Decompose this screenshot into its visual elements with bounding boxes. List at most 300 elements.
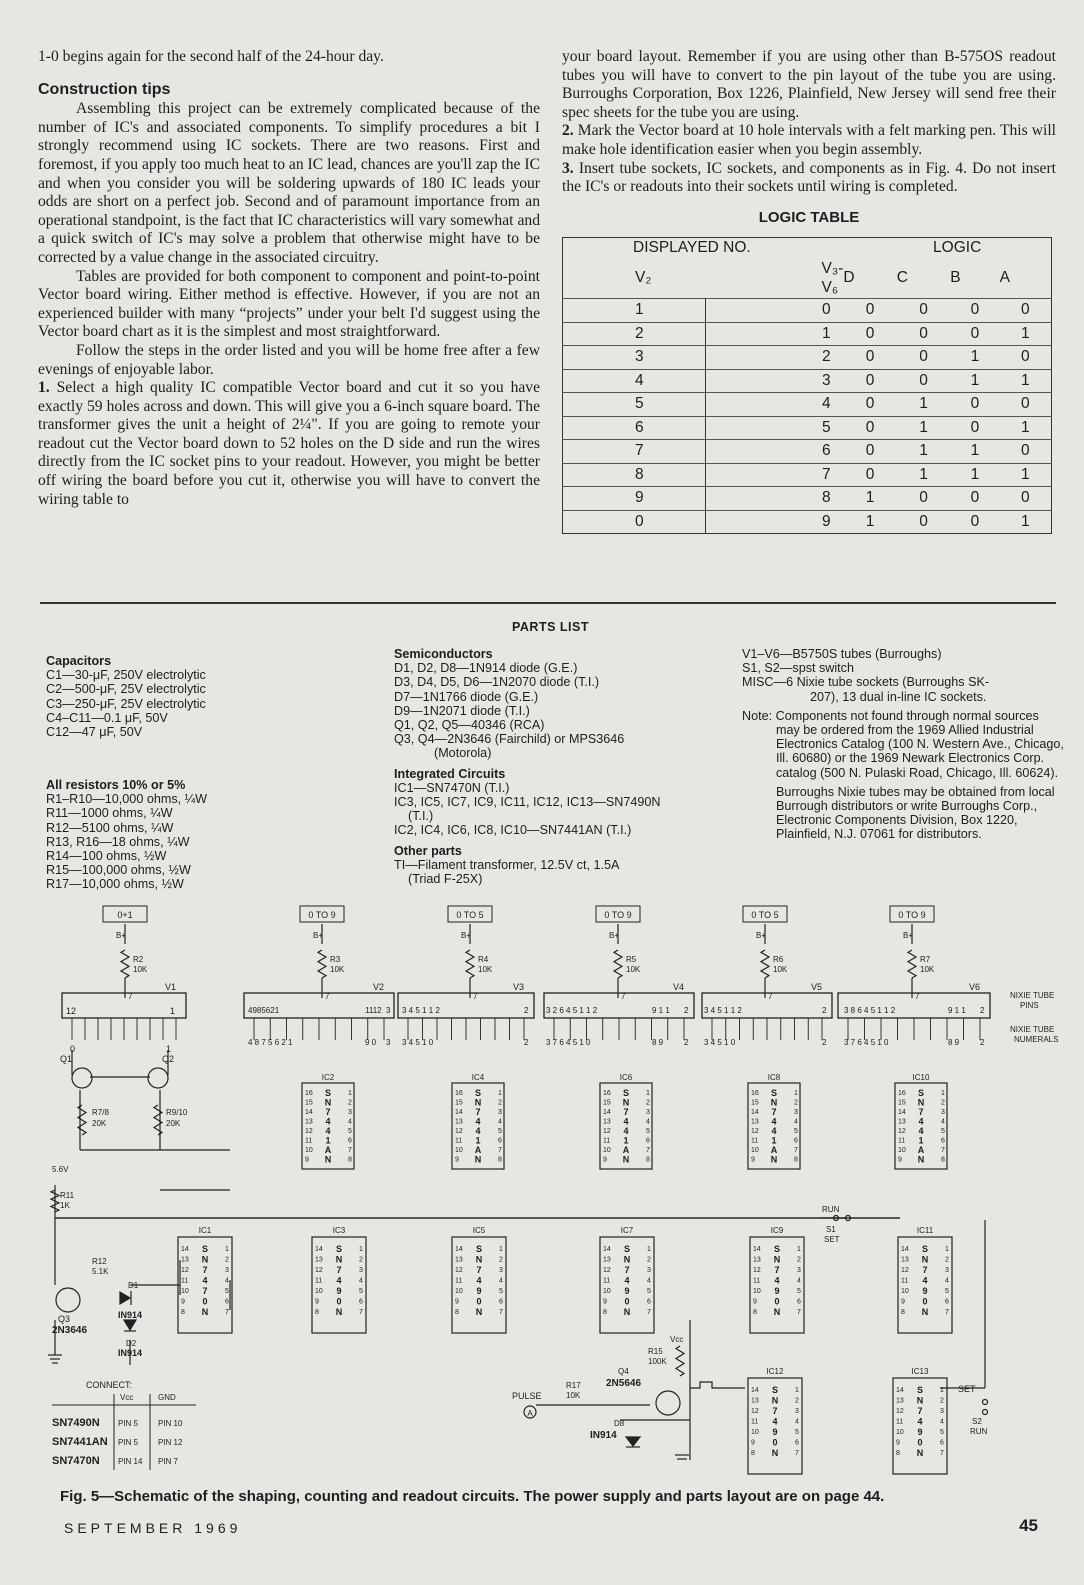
diode-label: D2 — [126, 1339, 137, 1348]
parts-item: Q1, Q2, Q5—40346 (RCA) — [394, 718, 545, 733]
ic-part-number: 0 — [922, 1296, 928, 1307]
ic-pin: 8 — [901, 1309, 905, 1316]
pin-label: 7 — [473, 992, 478, 1001]
ic-pin: 9 — [753, 1298, 757, 1306]
ic-pin: 9 — [455, 1298, 459, 1306]
ic-part-number: S — [770, 1088, 778, 1098]
ic-pin: 14 — [751, 1387, 759, 1394]
ic-part-number: 0 — [202, 1296, 208, 1307]
ic-pin: 14 — [315, 1246, 323, 1253]
parts-item: 207), 13 dual in-line IC sockets. — [810, 689, 987, 704]
resistor-symbol — [614, 950, 622, 978]
ic-pin: 12 — [603, 1267, 611, 1274]
parts-item: (Triad F-25X) — [408, 872, 483, 887]
connect-chip: SN7470N — [52, 1455, 100, 1467]
resistor-label: R15 — [648, 1347, 663, 1356]
ic-pin: 6 — [797, 1298, 801, 1306]
logic-cell: 8 — [706, 487, 844, 511]
logic-cell: 0 — [897, 487, 950, 511]
logic-cell: 8 — [563, 463, 706, 487]
nixie-label: PINS — [1020, 1001, 1039, 1010]
transistor-label: Q3 — [58, 1314, 71, 1324]
ic-label: IC10 — [912, 1073, 930, 1082]
ic-part-number: N — [622, 1154, 630, 1165]
ic-pin: 6 — [225, 1298, 229, 1306]
ic-pin: 12 — [603, 1128, 611, 1135]
parts-item: R14—100 ohms, ½W — [46, 849, 167, 864]
ic-pin: 7 — [941, 1147, 945, 1154]
ic-pin: 12 — [455, 1267, 463, 1274]
column-header: C — [896, 269, 908, 287]
ic-pin: 15 — [898, 1099, 906, 1107]
ic-part-number: 4 — [774, 1275, 780, 1286]
ic-label: IC11 — [916, 1226, 934, 1235]
ic-pin: 1 — [646, 1090, 650, 1097]
ic-pin: 15 — [603, 1099, 611, 1107]
ic-pin: 10 — [898, 1147, 906, 1154]
parts-note: Burroughs Nixie tubes may be obtained from local Burrough distributors or write Burroughs Corp., Electronic Components Division, Box 1220, Plainfield, N.J. 07061 for distributors. — [776, 784, 1055, 842]
numeral-label: 3 4 5 1 0 — [704, 1038, 736, 1047]
transistor-label: Q4 — [618, 1367, 629, 1376]
logic-cell: 1 — [897, 463, 950, 487]
ic-pin: 7 — [359, 1309, 363, 1316]
ic-pin: 13 — [751, 1397, 759, 1405]
parts-item: IC3, IC5, IC7, IC9, IC11, IC12, IC13—SN7490N — [394, 795, 661, 810]
transistor-symbol — [656, 1391, 680, 1415]
logic-cell: 0 — [563, 510, 706, 534]
diode-label: IN914 — [118, 1348, 143, 1358]
ic-pin: 10 — [455, 1288, 463, 1295]
resistor-symbol — [676, 1346, 684, 1376]
ic-part-number: 4 — [772, 1416, 778, 1427]
ic-part-number: N — [773, 1254, 781, 1265]
parts-item: S1, S2—spst switch — [742, 661, 854, 676]
column-header: V₂ — [635, 269, 652, 287]
ic-pin: 14 — [455, 1109, 463, 1116]
numeral-label: 2 — [684, 1038, 689, 1047]
ic-pin: 5 — [797, 1288, 801, 1295]
ic-label: IC8 — [767, 1073, 781, 1082]
logic-row — [563, 416, 1052, 440]
connect-pin: PIN 7 — [158, 1457, 179, 1466]
numeral-label: 2 — [980, 1038, 985, 1047]
parts-item: Q3, Q4—2N3646 (Fairchild) or MPS3646 — [394, 732, 625, 747]
ic-pin: 7 — [940, 1450, 944, 1457]
ic-pin: 5 — [647, 1288, 651, 1295]
parts-heading: Semiconductors — [394, 647, 493, 661]
bplus-label: B+ — [312, 931, 324, 940]
ic-part-number: N — [324, 1154, 332, 1165]
paragraph: 1-0 begins again for the second half of the 24-hour day. — [38, 48, 384, 65]
parts-item: (T.I.) — [408, 809, 434, 824]
resistor-value: 10K — [330, 965, 345, 974]
ic-pin: 10 — [315, 1288, 323, 1295]
paragraph: your board layout. Remember if you are using other than B-575OS readout tubes you will have to convert to the pin layout of the tube you are using. Burroughs Corporation, Box 1226, Plainfield, New Jersey will send free their spec sheets for the tube you are using. — [562, 48, 1056, 121]
column-header: A — [999, 269, 1010, 287]
ic-pin: 12 — [898, 1128, 906, 1135]
ic-pin: 9 — [751, 1439, 755, 1447]
ic-pin: 8 — [794, 1156, 798, 1164]
ic-pin: 3 — [647, 1267, 651, 1274]
ic-part-number: 0 — [476, 1296, 482, 1307]
ic-pin: 7 — [945, 1309, 949, 1316]
logic-cell: 1 — [706, 322, 844, 346]
ic-part-number: 7 — [774, 1265, 780, 1275]
ic-pin: 1 — [945, 1246, 949, 1253]
step-text: Select a high quality IC compatible Vector board and cut it so you have exactly 59 holes across and down. This will give you a 6-inch square board. The transformer gives the unit a height of 2¼". If you are going to remote your readout cut the Vector board down to 52 holes on the D side and run the wires directly from the IC socket pins to your readout. However, you might be better off wiring the board before you cut it, otherwise you will have to convert the wiring table to — [38, 379, 541, 508]
connect-header: GND — [158, 1393, 176, 1402]
ic-part-number: 0 — [624, 1296, 630, 1307]
ic-part-number: 7 — [624, 1265, 630, 1275]
resistor-value: 10K — [133, 965, 148, 974]
ic-pin: 2 — [359, 1256, 363, 1264]
resistor-value: 10K — [626, 965, 641, 974]
ic-pin: 13 — [455, 1256, 463, 1264]
logic-cell: 1 — [950, 463, 999, 487]
schematic-diagram — [0, 900, 1084, 1482]
ic-pin: 1 — [940, 1387, 944, 1394]
ic-part-number: 9 — [336, 1286, 342, 1296]
switch-label: SET — [958, 1384, 976, 1394]
parts-item: C3—250-μF, 25V electrolytic — [46, 696, 206, 711]
logic-cell: 0 — [950, 393, 999, 417]
ic-pin: 11 — [901, 1277, 909, 1285]
parts-note: Note: Components not found through normal sources may be ordered from the 1969 Allied Industrial Electronics Catalog (100 N. Western Ave., Chicago, Ill. 60680) or the 1969 Newark Electronics Corp. catalog (500 N. Pulaski Road, Chicago, Ill. 60624). — [742, 708, 1064, 780]
logic-cell: 0 — [950, 416, 999, 440]
ic-pin: 2 — [794, 1099, 798, 1107]
ic-part-number: N — [916, 1395, 924, 1406]
ic-part-number: N — [921, 1307, 929, 1317]
logic-cell: 1 — [897, 416, 950, 440]
numeral-label: 1 — [166, 1044, 172, 1054]
logic-cell: 3 — [706, 369, 844, 393]
ic-part-number: 9 — [917, 1427, 923, 1437]
connect-chip: SN7441AN — [52, 1436, 108, 1448]
logic-cell: 2 — [563, 322, 706, 346]
ic-pin: 3 — [940, 1408, 944, 1415]
logic-cell: 0 — [843, 416, 896, 440]
logic-cell: 1 — [950, 440, 999, 464]
ic-pin: 1 — [225, 1246, 229, 1253]
ic-part-number: 7 — [922, 1265, 928, 1275]
connect-pin: PIN 12 — [158, 1438, 183, 1447]
ic-part-number: 9 — [772, 1427, 778, 1437]
numeral-label: 2 — [822, 1038, 827, 1047]
ic-pin: 13 — [753, 1256, 761, 1264]
logic-cell: 6 — [706, 440, 844, 464]
parts-item: IC2, IC4, IC6, IC8, IC10—SN7441AN (T.I.) — [394, 823, 632, 838]
parts-heading: Other parts — [394, 843, 462, 858]
ic-pin: 10 — [603, 1288, 611, 1295]
ic-pin: 10 — [751, 1429, 759, 1436]
ic-pin: 16 — [305, 1090, 313, 1097]
ic-part-number: 4 — [624, 1275, 630, 1286]
ic-pin: 16 — [455, 1090, 463, 1097]
ic-pin: 14 — [455, 1246, 463, 1253]
ic-label: IC4 — [471, 1073, 485, 1082]
connect-pin: PIN 14 — [118, 1457, 143, 1466]
ic-pin: 13 — [181, 1256, 189, 1264]
resistor-value: 20K — [166, 1119, 181, 1128]
ic-part-number: 4 — [476, 1275, 482, 1286]
resistor-label: R11 — [60, 1191, 75, 1200]
ic-pin: 12 — [455, 1128, 463, 1135]
ic-pin: 9 — [181, 1298, 185, 1306]
ic-part-number: 7 — [325, 1107, 331, 1117]
nixie-label: NIXIE TUBE — [1010, 1025, 1055, 1034]
logic-cell: 0 — [950, 510, 999, 534]
ic-pin: 1 — [795, 1387, 799, 1394]
left-column — [38, 48, 540, 509]
ic-pin: 9 — [896, 1439, 900, 1447]
logic-cell: 0 — [843, 463, 896, 487]
ic-part-number: 7 — [772, 1406, 778, 1416]
ic-part-number: 4 — [918, 1126, 924, 1136]
parts-item: D9—1N2071 diode (T.I.) — [394, 703, 530, 718]
logic-cell: 7 — [563, 440, 706, 464]
ic-pin: 15 — [751, 1099, 759, 1107]
resistor-value: 100K — [648, 1357, 667, 1366]
ic-pin: 14 — [753, 1246, 761, 1253]
ic-part-number: 1 — [771, 1135, 777, 1146]
step-paragraph — [562, 122, 1056, 159]
ic-pin: 9 — [455, 1156, 459, 1164]
ic-pin: 8 — [315, 1309, 319, 1316]
parts-item: C2—500-μF, 25V electrolytic — [46, 682, 206, 697]
parts-item: C4–C11—0.1 μF, 50V — [46, 710, 168, 725]
ic-pin: 13 — [455, 1118, 463, 1126]
resistor-symbol — [121, 950, 129, 978]
ic-part-number: S — [474, 1088, 482, 1098]
ic-part-number: 4 — [336, 1275, 342, 1286]
connect-label: CONNECT: — [86, 1380, 133, 1390]
ic-part-number: N — [770, 1154, 778, 1165]
ic-pin: 1 — [359, 1246, 363, 1253]
bplus-label: B+ — [755, 931, 767, 940]
logic-cell: 1 — [843, 510, 896, 534]
bplus-label: B+ — [460, 931, 472, 940]
ic-pin: 2 — [940, 1397, 944, 1405]
numeral-label: 3 4 5 1 0 — [402, 1038, 434, 1047]
ic-pin: 8 — [498, 1156, 502, 1164]
ic-part-number: A — [474, 1145, 482, 1155]
pin-label: 2 — [684, 1006, 689, 1015]
resistor-label: R7/8 — [92, 1108, 109, 1117]
numeral-label: 9 0 — [365, 1038, 377, 1047]
parts-item: R13, R16—18 ohms, ¼W — [46, 834, 190, 849]
logic-cell: 0 — [897, 369, 950, 393]
ic-pin: 5 — [794, 1128, 798, 1135]
ic-pin: 3 — [225, 1267, 229, 1274]
ic-pin: 14 — [901, 1246, 909, 1253]
ic-part-number: N — [474, 1097, 482, 1108]
ic-part-number: N — [324, 1097, 332, 1108]
ic-pin: 6 — [646, 1137, 650, 1145]
bplus-label: B+ — [902, 931, 914, 940]
ic-part-number: 4 — [475, 1116, 481, 1127]
numeral-label: 8 9 — [652, 1038, 664, 1047]
parts-heading: Capacitors — [46, 654, 112, 668]
ic-pin: 13 — [896, 1397, 904, 1405]
page-number: 45 — [1019, 1516, 1038, 1535]
ic-part-number: A — [622, 1145, 630, 1155]
pin-label: 2 — [524, 1006, 529, 1015]
pulse-label: PULSE — [512, 1391, 542, 1401]
paragraph: Tables are provided for both component to component and point-to-point Vector board wiring. Either method is effective. However, if you are not an experienced builder with many “projects” under your belt I'd suggest using the Vector board chart as it is the simplest and most straightforward. — [38, 267, 540, 341]
parts-resistors — [46, 778, 207, 892]
ic-pin: 9 — [901, 1298, 905, 1306]
ic-pin: 11 — [751, 1418, 759, 1426]
ic-pin: 7 — [646, 1147, 650, 1154]
ic-part-number: 7 — [475, 1107, 481, 1117]
ic-pin: 3 — [348, 1109, 352, 1116]
parts-heading: Integrated Circuits — [394, 766, 506, 781]
ic-part-number: 7 — [771, 1107, 777, 1117]
ic-pin: 9 — [315, 1298, 319, 1306]
ic-part-number: 0 — [917, 1437, 923, 1448]
ic-pin: 13 — [315, 1256, 323, 1264]
ic-part-number: 4 — [918, 1116, 924, 1127]
logic-cell: 1 — [897, 393, 950, 417]
ic-pin: 8 — [941, 1156, 945, 1164]
logic-cell: 0 — [843, 440, 896, 464]
bplus-label: B+ — [608, 931, 620, 940]
parts-item: IC1—SN7470N (T.I.) — [394, 780, 510, 795]
ic-part-number: 4 — [325, 1126, 331, 1136]
ic-pin: 13 — [305, 1118, 313, 1126]
ic-part-number: 4 — [623, 1126, 629, 1136]
ic-pin: 8 — [603, 1309, 607, 1316]
ic-part-number: S — [771, 1385, 779, 1395]
logic-cell: 5 — [563, 393, 706, 417]
ic-pin: 2 — [646, 1099, 650, 1107]
logic-cell: 1 — [1000, 369, 1052, 393]
pin-label: 7 — [915, 992, 920, 1001]
logic-cell: 3 — [563, 346, 706, 370]
pin-label: 3 2 6 4 5 1 1 2 — [546, 1006, 598, 1015]
ic-pin: 16 — [751, 1090, 759, 1097]
step-number: 1. — [38, 379, 50, 397]
pin-label: 3 — [386, 1006, 391, 1015]
pin-label: 3 4 5 1 1 2 — [704, 1006, 742, 1015]
ic-pin: 8 — [348, 1156, 352, 1164]
ic-pin: 7 — [794, 1147, 798, 1154]
ic-pin: 12 — [305, 1128, 313, 1135]
ic-pin: 7 — [647, 1309, 651, 1316]
ic-pin: 4 — [795, 1418, 799, 1426]
ic-label: IC5 — [472, 1226, 486, 1235]
ic-pin: 6 — [945, 1298, 949, 1306]
parts-item: TI—Filament transformer, 12.5V ct, 1.5A — [394, 857, 620, 872]
ic-part-number: N — [622, 1097, 630, 1108]
parts-item: D1, D2, D8—1N914 diode (G.E.) — [394, 661, 578, 676]
ic-pin: 8 — [455, 1309, 459, 1316]
ic-part-number: 4 — [771, 1116, 777, 1127]
ic-part-number: N — [770, 1097, 778, 1108]
ic-pin: 2 — [795, 1397, 799, 1405]
pin-label: 9 1 1 — [948, 1006, 966, 1015]
ic-pin: 14 — [305, 1109, 313, 1116]
resistor-value: 10K — [920, 965, 935, 974]
range-label: 0 TO 5 — [751, 910, 779, 920]
ic-pin: 9 — [898, 1156, 902, 1164]
resistor-value: 1K — [60, 1201, 70, 1210]
ic-pin: 11 — [603, 1277, 611, 1285]
pin-label: 7 — [768, 992, 773, 1001]
voltage-label: 5.6V — [52, 1165, 69, 1174]
logic-cell: 1 — [950, 369, 999, 393]
logic-row — [563, 369, 1052, 393]
logic-cell: 6 — [563, 416, 706, 440]
parts-item: R12—5100 ohms, ¼W — [46, 820, 174, 835]
ic-pin: 3 — [797, 1267, 801, 1274]
logic-cell: 4 — [563, 369, 706, 393]
ic-pin: 5 — [498, 1128, 502, 1135]
ic-part-number: N — [475, 1307, 483, 1317]
range-label: 0+1 — [117, 910, 133, 920]
ic-part-number: 4 — [922, 1275, 928, 1286]
ic-pin: 13 — [603, 1256, 611, 1264]
ic-part-number: S — [917, 1088, 925, 1098]
parts-semiconductors — [394, 647, 660, 886]
step-number: 3. — [562, 159, 574, 177]
ic-pin: 8 — [181, 1309, 185, 1316]
logic-row — [563, 463, 1052, 487]
section-heading: Construction tips — [38, 80, 171, 98]
switch-label: S1 — [826, 1225, 836, 1234]
logic-cell: 0 — [1000, 299, 1052, 323]
transistor-symbol — [56, 1288, 80, 1312]
ic-pin: 15 — [455, 1099, 463, 1107]
diode-label: IN914 — [118, 1310, 143, 1320]
ic-part-number: 4 — [202, 1275, 208, 1286]
logic-cell: 5 — [706, 416, 844, 440]
ic-part-number: 1 — [325, 1135, 331, 1146]
connect-chip: SN7490N — [52, 1417, 100, 1429]
numeral-label: 0 — [70, 1044, 76, 1054]
pin-label: 7 — [325, 992, 330, 1001]
ic-label: IC13 — [911, 1367, 929, 1376]
ic-pin: 10 — [455, 1147, 463, 1154]
ic-pin: 1 — [647, 1246, 651, 1253]
resistor-label: R7 — [920, 955, 931, 964]
logic-cell: 0 — [950, 299, 999, 323]
paragraph: Follow the steps in the order listed and you will be home free after a few evenings of enjoyable labor. — [38, 341, 540, 378]
ic-pin: 3 — [941, 1109, 945, 1116]
ic-pin: 5 — [348, 1128, 352, 1135]
ic-pin: 14 — [181, 1246, 189, 1253]
logic-cell: 1 — [1000, 510, 1052, 534]
ic-part-number: 7 — [202, 1265, 208, 1275]
ic-pin: 6 — [794, 1137, 798, 1145]
logic-cell: 0 — [843, 346, 896, 370]
pin-label: 12 — [66, 1006, 77, 1016]
ic-pin: 2 — [647, 1256, 651, 1264]
ic-label: IC1 — [198, 1226, 212, 1235]
logic-table-title: LOGIC TABLE — [758, 208, 860, 226]
logic-cell: 0 — [897, 299, 950, 323]
numeral-label: 3 7 6 4 5 1 0 — [844, 1038, 889, 1047]
step-paragraph — [38, 379, 540, 509]
ic-part-number: 0 — [772, 1437, 778, 1448]
parts-item: D7—1N1766 diode (G.E.) — [394, 689, 539, 704]
nixie-label: NUMERALS — [1014, 1035, 1059, 1044]
ic-label: IC2 — [321, 1073, 335, 1082]
parts-item: V1–V6—B5750S tubes (Burroughs) — [742, 647, 942, 661]
ic-part-number: S — [921, 1244, 929, 1254]
logic-row — [563, 510, 1052, 534]
voltage-label: Vcc — [670, 1335, 684, 1344]
